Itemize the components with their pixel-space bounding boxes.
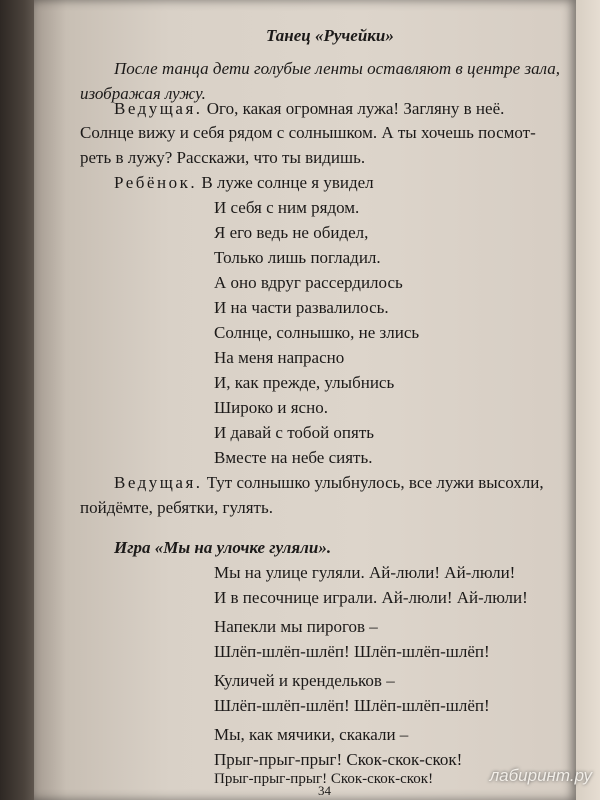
poem-line: И давай с тобой опять <box>214 423 375 442</box>
poem-line: Я его ведь не обидел, <box>214 223 369 242</box>
poem-line: И себя с ним рядом. <box>214 198 360 217</box>
poem-line: И на части развалилось. <box>214 298 389 317</box>
host-speech-1 <box>114 96 504 121</box>
speech-line: Ого, какая огромная лужа! Загляну в неё. <box>206 99 505 118</box>
page-number: 34 <box>318 783 331 798</box>
poem-line: Широко и ясно. <box>214 398 328 417</box>
poem-line: На меня напрасно <box>214 348 345 367</box>
dance-title: Танец «Ручейки» <box>266 26 394 45</box>
song-line: Мы на улице гуляли. Ай-люли! Ай-люли! <box>214 563 516 582</box>
speech-line: Тут солнышко улыбнулось, все лужи высохли, <box>206 473 544 492</box>
song-line: Прыг-прыг-прыг! Скок-скок-скок! <box>214 750 463 769</box>
song-line: Мы, как мячики, скакали – <box>214 725 409 744</box>
poem-line: Вместе на небе сиять. <box>214 448 373 467</box>
poem-line: В луже солнце я увидел <box>201 173 374 192</box>
song-line-bottom: Прыг-прыг-прыг! Скок-скок-скок! <box>214 771 434 787</box>
song-line: Куличей и крендельков – <box>214 671 395 690</box>
stage-direction-line-2: изображая лужу. <box>80 84 206 103</box>
stage-direction-line-1: После танца дети голубые ленты оставляют в центре зала, <box>114 59 560 78</box>
poem-line: Солнце, солнышко, не злись <box>214 323 420 342</box>
poem-line: И, как прежде, улыбнись <box>214 373 395 392</box>
speech-line: реть в лужу? Расскажи, что ты видишь. <box>80 148 366 167</box>
song-line: Шлёп-шлёп-шлёп! Шлёп-шлёп-шлёп! <box>214 642 490 661</box>
speech-line: Солнце вижу и себя рядом с солнышком. А ты хочешь посмот- <box>80 123 536 142</box>
host-speech-2 <box>114 470 544 495</box>
child-speech-first <box>114 170 374 195</box>
song-line: Шлёп-шлёп-шлёп! Шлёп-шлёп-шлёп! <box>214 696 490 715</box>
watermark: лабиринт.ру <box>489 766 592 785</box>
game-title: Игра «Мы на улочке гуляли». <box>114 538 332 557</box>
speaker-host: Ведущая. <box>114 99 203 118</box>
speaker-host: Ведущая. <box>114 473 203 492</box>
song-line: Напекли мы пирогов – <box>214 617 378 636</box>
speaker-child: Ребёнок. <box>114 173 198 192</box>
speech-line: пойдёмте, ребятки, гулять. <box>80 498 273 517</box>
poem-line: А оно вдруг рассердилось <box>214 273 403 292</box>
book-page <box>34 0 576 800</box>
song-line: И в песочнице играли. Ай-люли! Ай-люли! <box>214 588 528 607</box>
poem-line: Только лишь погладил. <box>214 248 381 267</box>
